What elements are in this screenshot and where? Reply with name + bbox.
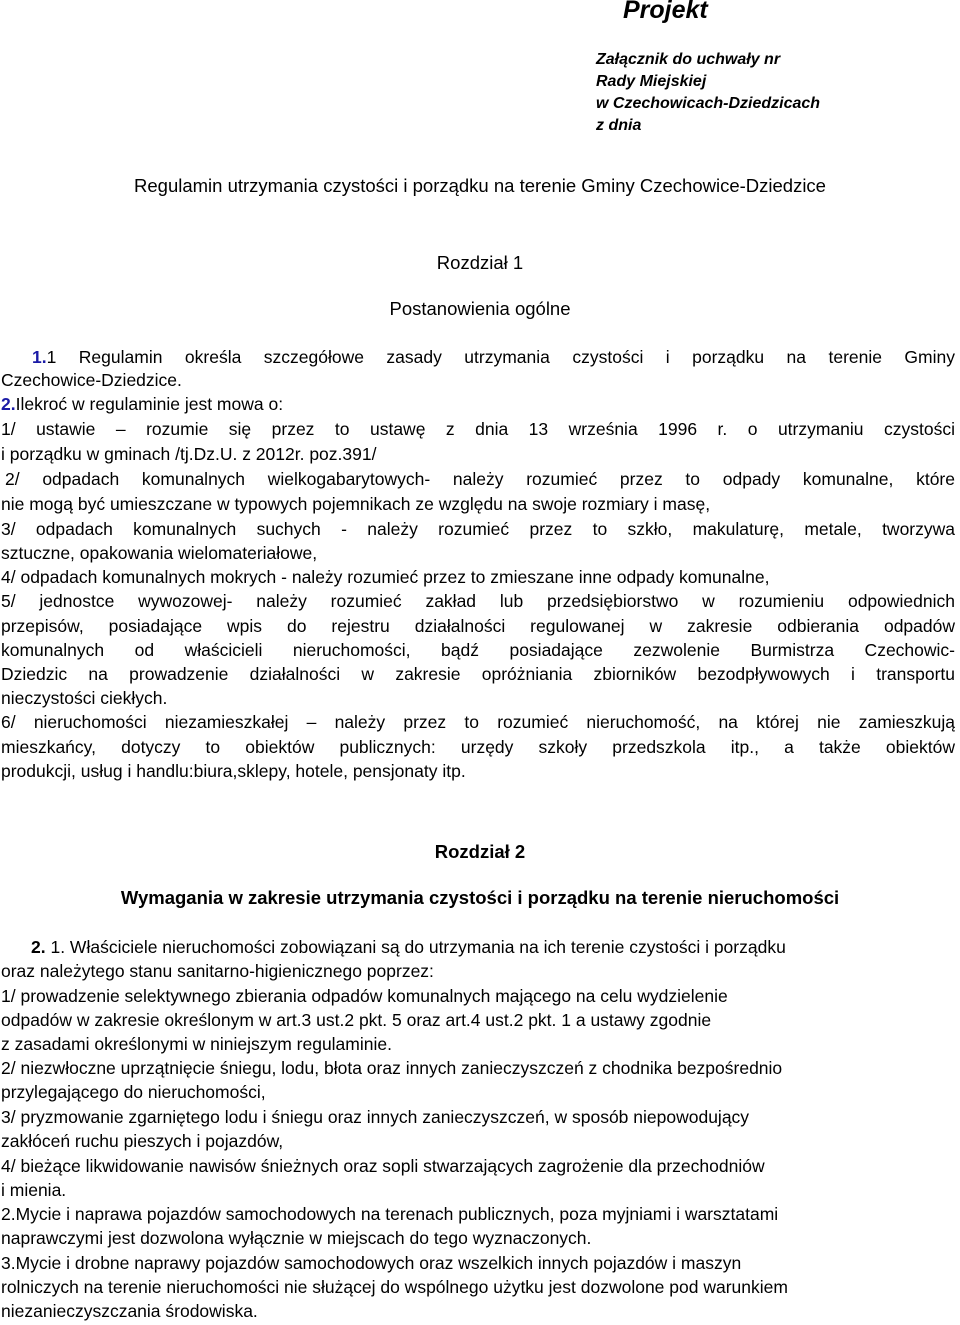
paragraph-line: Dziedzic na prowadzenie działalności w zakresie opróżniania zbiorników bezodpływowych i transportu <box>1 664 955 684</box>
paragraph-line: 3/ odpadach komunalnych suchych - należy rozumieć przez to szkło, makulaturę, metale, tworzywa <box>1 519 955 539</box>
annex-line: w Czechowicach-Dziedzicach <box>596 95 821 112</box>
paragraph-line: 3.Mycie i drobne naprawy pojazdów samochodowych oraz wszelkich innych pojazdów i maszyn <box>1 1253 742 1273</box>
paragraph-line: zakłóceń ruchu pieszych i pojazdów, <box>1 1131 284 1151</box>
paragraph-line: przylegającego do nieruchomości, <box>1 1082 266 1102</box>
chapter-2-subheading: Wymagania w zakresie utrzymania czystości i porządku na terenie nieruchomości <box>120 887 840 908</box>
paragraph-line: 2. 1. Właściciele nieruchomości zobowiązani są do utrzymania na ich terenie czystości i porządku <box>1 936 955 958</box>
paragraph-line: i porządku w gminach /tj.Dz.U. z 2012r. poz.391/ <box>1 444 377 464</box>
paragraph-line: z zasadami określonymi w niniejszym regulaminie. <box>1 1034 392 1054</box>
paragraph-line: naprawczymi jest dozwolona wyłącznie w miejscach do tego wyznaczonych. <box>1 1228 592 1248</box>
paragraph-line: odpadów w zakresie określonym w art.3 ust.2 pkt. 5 oraz art.4 ust.2 pkt. 1 a ustawy zgodnie <box>1 1010 712 1030</box>
annex-line: z dnia <box>596 117 642 134</box>
paragraph-line: 6/ nieruchomości niezamieszkałej – należy przez to rozumieć nieruchomość, na której nie zamieszkują <box>1 712 955 732</box>
paragraph-line: niezanieczyszczania środowiska. <box>1 1301 258 1321</box>
paragraph-line: nie mogą być umieszczane w typowych pojemnikach ze względu na swoje rozmiary i masę, <box>1 494 711 514</box>
paragraph-line: rolniczych na terenie nieruchomości nie służącej do wspólnego użytku jest dozwolone pod warunkiem <box>1 1277 788 1297</box>
section-number: 2. <box>1 394 16 414</box>
annex-note <box>596 49 820 137</box>
paragraph-line: komunalnych od właścicieli nieruchomości, bądź posiadające zezwolenie Burmistrza Czechowic- <box>1 640 955 660</box>
chapter-1-heading: Rozdział 1 <box>436 252 524 273</box>
annex-line: Załącznik do uchwały nr <box>596 51 781 68</box>
paragraph-line: Czechowice-Dziedzice. <box>1 370 182 390</box>
paragraph-line: 1/ ustawie – rozumie się przez to ustawę z dnia 13 września 1996 r. o utrzymaniu czystości <box>1 419 955 439</box>
paragraph-line: sztuczne, opakowania wielomateriałowe, <box>1 543 318 563</box>
paragraph-line: 5/ jednostce wywozowej- należy rozumieć zakład lub przedsiębiorstwo w rozumieniu odpowiednich <box>1 591 955 611</box>
paragraph-line: oraz należytego stanu sanitarno-higienicznego poprzez: <box>1 961 434 981</box>
paragraph-line: 1.1 Regulamin określa szczegółowe zasady utrzymania czystości i porządku na terenie Gminy <box>1 346 955 368</box>
paragraph-line: mieszkańcy, dotyczy to obiektów publicznych: urzędy szkoły przedszkola itp., a także obiektów <box>1 737 955 757</box>
paragraph-line: nieczystości ciekłych. <box>1 688 168 708</box>
chapter-2-heading: Rozdział 2 <box>434 841 526 862</box>
paragraph-line: 2/ odpadach komunalnych wielkogabarytowych- należy rozumieć przez to odpady komunalne, które <box>5 469 955 489</box>
paragraph-line: 2.Mycie i naprawa pojazdów samochodowych na terenach publicznych, poza myjniami i warsztatami <box>1 1204 779 1224</box>
paragraph-line: 3/ pryzmowanie zgarniętego lodu i śniegu oraz innych zanieczyszczeń, w sposób niepowodujący <box>1 1107 750 1127</box>
paragraph-line: i mienia. <box>1 1180 67 1200</box>
paragraph-line: 2/ niezwłoczne uprzątnięcie śniegu, lodu, błota oraz innych zanieczyszczeń z chodnika bezpośrednio <box>1 1058 783 1078</box>
paragraph-line: 2.Ilekroć w regulaminie jest mowa o: <box>1 394 284 414</box>
section-number: 2. <box>31 937 46 957</box>
paragraph-line: przepisów, posiadające wpis do rejestru działalności regulowanej w zakresie odbierania odpadów <box>1 616 955 636</box>
paragraph-line: 4/ bieżące likwidowanie nawisów śnieżnych oraz sopli stwarzających zagrożenie dla przechodniów <box>1 1156 765 1176</box>
section-number: 1. <box>32 347 47 367</box>
annex-line: Rady Miejskiej <box>596 73 707 90</box>
projekt-label: Projekt <box>623 0 708 24</box>
paragraph-line: produkcji, usług i handlu:biura,sklepy, hotele, pensjonaty itp. <box>1 761 466 781</box>
document-title: Regulamin utrzymania czystości i porządku na terenie Gminy Czechowice-Dziedzice <box>134 175 826 196</box>
paragraph-line: 4/ odpadach komunalnych mokrych - należy rozumieć przez to zmieszane inne odpady komunalne, <box>1 567 770 587</box>
chapter-1-subheading: Postanowienia ogólne <box>389 298 571 319</box>
paragraph-line: 1/ prowadzenie selektywnego zbierania odpadów komunalnych mającego na celu wydzielenie <box>1 986 728 1006</box>
